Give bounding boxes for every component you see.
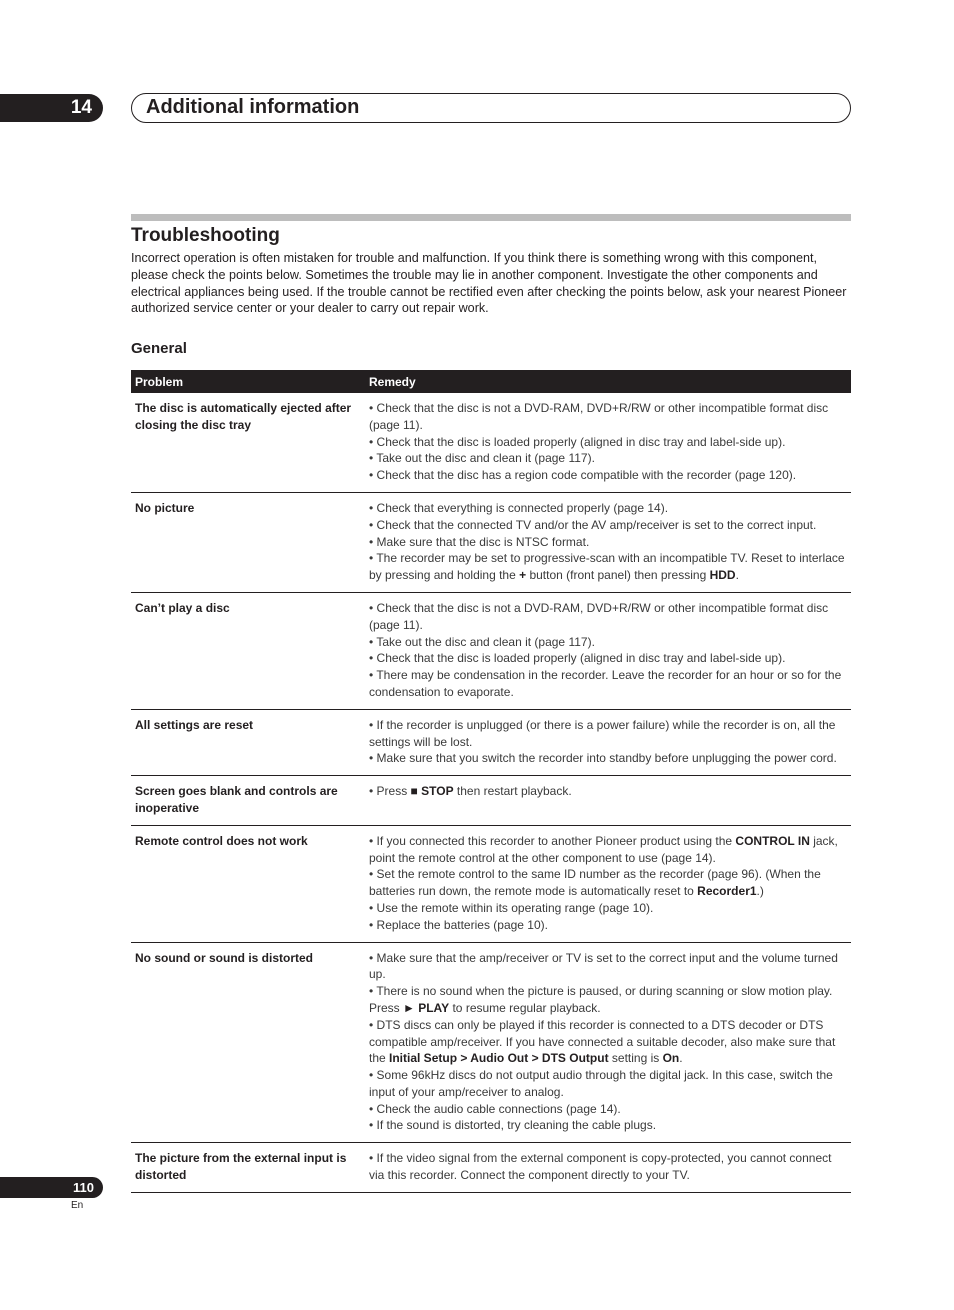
problem-cell: Remote control does not work — [131, 825, 365, 942]
remedy-item: • There may be condensation in the recorder. Leave the recorder for an hour or so for the condensation to evaporate. — [369, 668, 842, 699]
remedy-cell — [365, 393, 851, 492]
problem-cell: Can’t play a disc — [131, 592, 365, 709]
table-row — [131, 592, 851, 709]
chapter-number-tab: 14 — [0, 94, 103, 122]
section-title: Troubleshooting — [131, 225, 280, 246]
table-row — [131, 942, 851, 1143]
remedy-item: • Use the remote within its operating range (page 10). — [369, 900, 654, 915]
remedy-item: • If you connected this recorder to another Pioneer product using the CONTROL IN jack, point the remote control at the other component to use (page 14). — [369, 833, 838, 865]
remedy-item: • Set the remote control to the same ID number as the recorder (page 96). (When the batteries run down, the remote mode is automatically reset to Recorder1.) — [369, 867, 821, 899]
table-row — [131, 709, 851, 775]
problem-cell: No sound or sound is distorted — [131, 942, 365, 1143]
remedy-cell — [365, 709, 851, 775]
remedy-item: • Check that the disc has a region code compatible with the recorder (page 120). — [369, 468, 797, 483]
remedy-cell — [365, 592, 851, 709]
table-row — [131, 825, 851, 942]
remedy-item: • Check that the disc is loaded properly (aligned in disc tray and label-side up). — [369, 651, 786, 666]
chapter-header-bar — [131, 93, 851, 123]
page-number: 110 — [0, 1177, 103, 1198]
column-header-problem: Problem — [131, 370, 365, 393]
remedy-item: • Take out the disc and clean it (page 117). — [369, 451, 595, 466]
remedy-item: • Make sure that the disc is NTSC format. — [369, 534, 590, 549]
table-header-row — [131, 370, 851, 393]
table-row — [131, 492, 851, 592]
remedy-item: • There is no sound when the picture is paused, or during scanning or slow motion play. Press ► PLAY to resume regular playback. — [369, 984, 833, 1015]
chapter-title: Additional information — [146, 96, 360, 118]
problem-cell: No picture — [131, 492, 365, 592]
subsection-title: General — [131, 340, 187, 357]
remedy-item: • If the sound is distorted, try cleaning the cable plugs. — [369, 1118, 657, 1133]
remedy-cell — [365, 776, 851, 826]
troubleshooting-table — [131, 370, 851, 1193]
remedy-item: • Make sure that you switch the recorder into standby before unplugging the power cord. — [369, 751, 837, 766]
table-row — [131, 1143, 851, 1193]
remedy-item: • If the video signal from the external component is copy-protected, you cannot connect via this recorder. Connect the component directly to your TV. — [369, 1151, 832, 1183]
remedy-item: • Press ■ STOP then restart playback. — [369, 784, 572, 799]
section-divider — [131, 214, 851, 221]
remedy-item: • Take out the disc and clean it (page 117). — [369, 634, 595, 649]
remedy-item: • Check that the disc is not a DVD-RAM, DVD+R/RW or other incompatible format disc (page 11). — [369, 401, 829, 432]
problem-cell: All settings are reset — [131, 709, 365, 775]
remedy-item: • Check that everything is connected properly (page 14). — [369, 500, 669, 515]
language-code: En — [71, 1200, 84, 1211]
remedy-cell — [365, 1143, 851, 1193]
remedy-item: • DTS discs can only be played if this recorder is connected to a DTS decoder or DTS compatible amp/receiver. If you have connected a suitable decoder, also make sure that the Initial Setup > Audio Out > DTS Output setting is On. — [369, 1017, 836, 1066]
remedy-cell — [365, 942, 851, 1143]
column-header-remedy: Remedy — [365, 370, 851, 393]
remedy-item: • If the recorder is unplugged (or there is a power failure) while the recorder is on, all the settings will be lost. — [369, 717, 836, 749]
table-row — [131, 393, 851, 492]
problem-cell: Screen goes blank and controls are inoperative — [131, 776, 365, 826]
remedy-cell — [365, 492, 851, 592]
remedy-item: • Check that the disc is loaded properly (aligned in disc tray and label-side up). — [369, 434, 786, 449]
problem-cell: The picture from the external input is distorted — [131, 1143, 365, 1193]
intro-paragraph: Incorrect operation is often mistaken for trouble and malfunction. If you think there is something wrong with this component, please check the points below. Sometimes the trouble may lie in another component. Investigate the other components and electrical appliances being used. If the trouble cannot be rectified even after checking the points below, ask your nearest Pioneer authorized service center or your dealer to carry out repair work. — [131, 251, 847, 316]
remedy-item: • The recorder may be set to progressive-scan with an incompatible TV. Reset to interlace by pressing and holding the + button (front panel) then pressing HDD. — [369, 551, 845, 583]
remedy-item: • Make sure that the amp/receiver or TV is set to the correct input and the volume turned up. — [369, 950, 838, 982]
remedy-item: • Check that the disc is not a DVD-RAM, DVD+R/RW or other incompatible format disc (page 11). — [369, 600, 829, 632]
remedy-item: • Check the audio cable connections (page 14). — [369, 1101, 621, 1116]
remedy-item: • Replace the batteries (page 10). — [369, 917, 548, 932]
remedy-item: • Some 96kHz discs do not output audio through the digital jack. In this case, switch the input of your amp/receiver to analog. — [369, 1068, 833, 1099]
remedy-item: • Check that the connected TV and/or the AV amp/receiver is set to the correct input. — [369, 517, 817, 532]
table-row — [131, 776, 851, 826]
problem-cell: The disc is automatically ejected after closing the disc tray — [131, 393, 365, 492]
remedy-cell — [365, 825, 851, 942]
table-body — [131, 393, 851, 1192]
